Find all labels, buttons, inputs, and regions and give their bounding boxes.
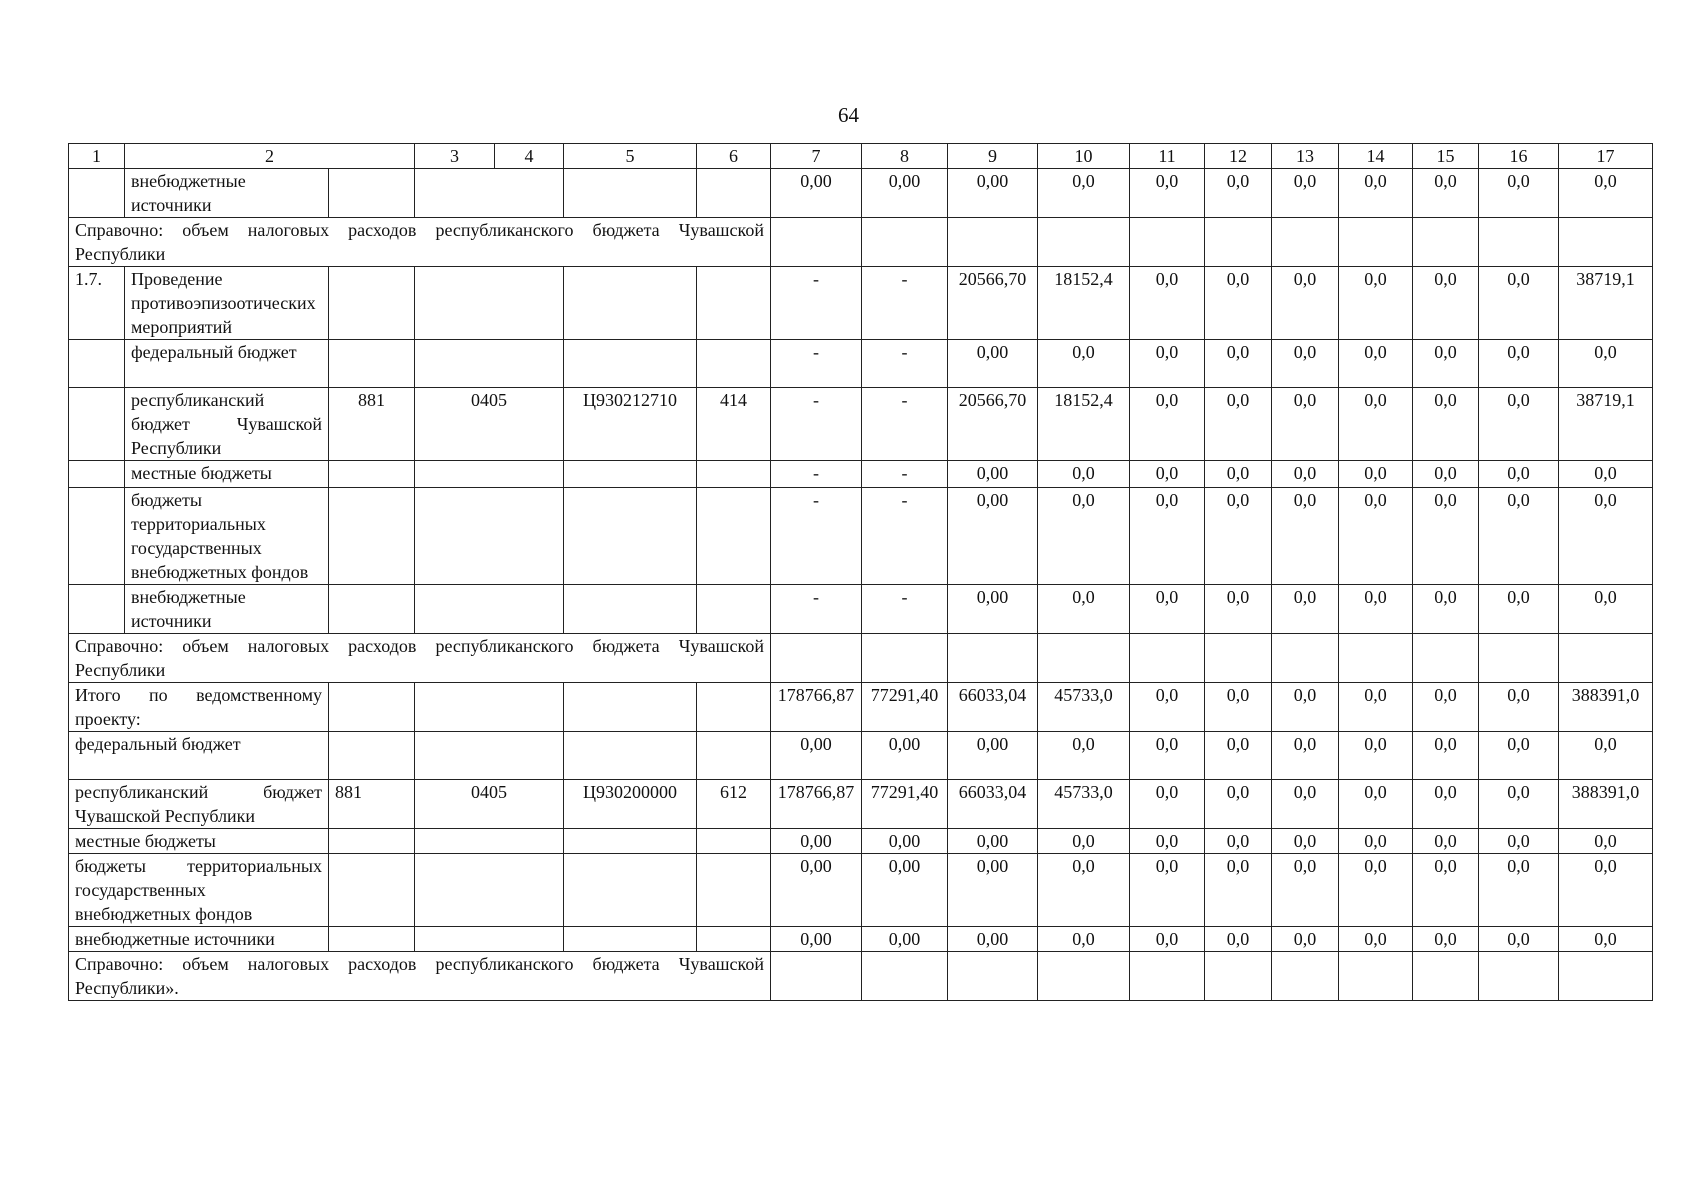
- value-cell: 0,0: [1339, 585, 1413, 634]
- value-cell: 0,0: [1038, 732, 1130, 780]
- table-row: [69, 388, 1653, 461]
- value-cell: -: [771, 267, 862, 340]
- value-cell: 0,0: [1559, 461, 1653, 488]
- value-cell: 0,0: [1339, 780, 1413, 829]
- value-cell: 0,00: [948, 461, 1038, 488]
- value-cell: 0,0: [1272, 169, 1339, 218]
- value-cell: 0,0: [1205, 683, 1272, 732]
- row-label: внебюджетные источники: [125, 585, 329, 634]
- value-cell: 0,0: [1205, 488, 1272, 585]
- value-cell: 0,0: [1038, 169, 1130, 218]
- value-cell: 0,0: [1038, 854, 1130, 927]
- value-cell: 178766,87: [771, 780, 862, 829]
- value-cell: 0,0: [1413, 488, 1479, 585]
- value-cell: 0,00: [862, 927, 948, 952]
- header-cell: 3: [450, 146, 459, 166]
- value-cell: 18152,4: [1038, 267, 1130, 340]
- value-cell: 0,0: [1272, 780, 1339, 829]
- value-cell: 0,0: [1339, 388, 1413, 461]
- table-row: [69, 683, 1653, 732]
- value-cell: 0,0: [1479, 267, 1559, 340]
- value-cell: -: [771, 461, 862, 488]
- code-cell: 414: [697, 388, 771, 461]
- value-cell: 0,0: [1559, 927, 1653, 952]
- value-cell: 0,0: [1413, 585, 1479, 634]
- value-cell: 0,0: [1339, 169, 1413, 218]
- header-cell: 6: [697, 144, 771, 169]
- value-cell: 45733,0: [1038, 780, 1130, 829]
- table-row: [69, 854, 1653, 927]
- budget-table: [68, 143, 1653, 1001]
- code-cell: 881: [329, 388, 415, 461]
- value-cell: 0,0: [1339, 488, 1413, 585]
- value-cell: 0,0: [1413, 683, 1479, 732]
- value-cell: 0,0: [1272, 854, 1339, 927]
- row-label: республиканский бюджет Чувашской Республики: [69, 780, 329, 829]
- value-cell: 178766,87: [771, 683, 862, 732]
- value-cell: 0,0: [1339, 927, 1413, 952]
- value-cell: 0,0: [1130, 461, 1205, 488]
- value-cell: 18152,4: [1038, 388, 1130, 461]
- value-cell: 0,0: [1205, 854, 1272, 927]
- value-cell: 0,0: [1479, 829, 1559, 854]
- row-number: 1.7.: [69, 267, 125, 340]
- table-row: [69, 488, 1653, 585]
- value-cell: -: [862, 585, 948, 634]
- header-cell: 12: [1205, 144, 1272, 169]
- value-cell: 0,0: [1130, 585, 1205, 634]
- value-cell: 0,0: [1559, 854, 1653, 927]
- table-row: [69, 732, 1653, 780]
- value-cell: 0,0: [1205, 340, 1272, 388]
- value-cell: 0,0: [1272, 732, 1339, 780]
- value-cell: 0,0: [1130, 340, 1205, 388]
- value-cell: 0,00: [948, 340, 1038, 388]
- value-cell: 0,0: [1479, 780, 1559, 829]
- value-cell: 0,0: [1038, 340, 1130, 388]
- table-row: [69, 340, 1653, 388]
- value-cell: 0,0: [1272, 488, 1339, 585]
- table-row: [69, 169, 1653, 218]
- value-cell: 0,0: [1413, 780, 1479, 829]
- value-cell: 66033,04: [948, 780, 1038, 829]
- table-row: [69, 829, 1653, 854]
- value-cell: 0,0: [1413, 732, 1479, 780]
- row-label: местные бюджеты: [125, 461, 329, 488]
- value-cell: 0,0: [1130, 267, 1205, 340]
- value-cell: 0,00: [948, 169, 1038, 218]
- header-cell: 1: [69, 144, 125, 169]
- value-cell: 0,0: [1205, 732, 1272, 780]
- value-cell: 0,0: [1272, 927, 1339, 952]
- value-cell: 0,00: [948, 488, 1038, 585]
- table-row: [69, 585, 1653, 634]
- value-cell: 0,0: [1413, 854, 1479, 927]
- value-cell: 0,0: [1559, 829, 1653, 854]
- table-row: [69, 461, 1653, 488]
- value-cell: 0,0: [1205, 388, 1272, 461]
- value-cell: 0,0: [1130, 488, 1205, 585]
- value-cell: 0,0: [1272, 388, 1339, 461]
- reference-row: [69, 634, 1653, 683]
- value-cell: 20566,70: [948, 267, 1038, 340]
- header-cell: 5: [564, 144, 697, 169]
- value-cell: 0,00: [948, 854, 1038, 927]
- page-number: 64: [838, 103, 859, 127]
- value-cell: -: [862, 267, 948, 340]
- code-cell: Ц930200000: [564, 780, 697, 829]
- value-cell: -: [771, 488, 862, 585]
- header-row: [69, 144, 1653, 169]
- value-cell: 0,0: [1413, 388, 1479, 461]
- value-cell: 0,0: [1038, 461, 1130, 488]
- value-cell: 0,0: [1130, 732, 1205, 780]
- value-cell: 0,0: [1205, 461, 1272, 488]
- value-cell: 0,00: [948, 829, 1038, 854]
- value-cell: 0,0: [1205, 585, 1272, 634]
- value-cell: 0,0: [1479, 683, 1559, 732]
- value-cell: 0,00: [862, 854, 948, 927]
- header-cell: 13: [1272, 144, 1339, 169]
- table-row: [69, 267, 1653, 340]
- value-cell: 0,0: [1038, 488, 1130, 585]
- value-cell: 388391,0: [1559, 683, 1653, 732]
- header-cell: 11: [1130, 144, 1205, 169]
- value-cell: 0,0: [1413, 927, 1479, 952]
- value-cell: 0,0: [1205, 780, 1272, 829]
- value-cell: 0,00: [771, 854, 862, 927]
- header-cell: 7: [771, 144, 862, 169]
- value-cell: 0,0: [1479, 340, 1559, 388]
- value-cell: 0,00: [948, 585, 1038, 634]
- header-cell: 17: [1559, 144, 1653, 169]
- value-cell: 0,00: [771, 732, 862, 780]
- value-cell: 0,0: [1413, 461, 1479, 488]
- value-cell: 0,0: [1559, 732, 1653, 780]
- value-cell: -: [771, 388, 862, 461]
- header-cell: 14: [1339, 144, 1413, 169]
- value-cell: 0,0: [1272, 585, 1339, 634]
- code-cell: 612: [697, 780, 771, 829]
- value-cell: 0,00: [771, 829, 862, 854]
- value-cell: 0,0: [1479, 585, 1559, 634]
- row-label: федеральный бюджет: [125, 340, 329, 388]
- value-cell: 388391,0: [1559, 780, 1653, 829]
- reference-row: [69, 218, 1653, 267]
- value-cell: 0,0: [1038, 585, 1130, 634]
- value-cell: -: [862, 488, 948, 585]
- value-cell: 0,0: [1339, 461, 1413, 488]
- value-cell: -: [771, 585, 862, 634]
- value-cell: 0,0: [1130, 927, 1205, 952]
- header-cell: 15: [1413, 144, 1479, 169]
- value-cell: 0,0: [1413, 829, 1479, 854]
- reference-text: Справочно: объем налоговых расходов республиканского бюджета Чувашской Республики».: [69, 952, 771, 1001]
- value-cell: 0,0: [1130, 388, 1205, 461]
- value-cell: 0,0: [1205, 267, 1272, 340]
- code-cell: 0405: [415, 388, 564, 461]
- row-label: федеральный бюджет: [69, 732, 329, 780]
- value-cell: 0,0: [1339, 683, 1413, 732]
- value-cell: 0,00: [948, 927, 1038, 952]
- row-label: бюджеты территориальных государственных внебюджетных фондов: [125, 488, 329, 585]
- value-cell: -: [862, 340, 948, 388]
- row-label: бюджеты территориальных государственных внебюджетных фондов: [69, 854, 329, 927]
- header-cell: 8: [862, 144, 948, 169]
- value-cell: 0,0: [1479, 927, 1559, 952]
- row-label: внебюджетные источники: [69, 927, 329, 952]
- value-cell: 77291,40: [862, 780, 948, 829]
- value-cell: -: [771, 340, 862, 388]
- value-cell: 0,0: [1339, 854, 1413, 927]
- value-cell: 0,0: [1038, 927, 1130, 952]
- value-cell: 0,0: [1130, 780, 1205, 829]
- value-cell: 0,0: [1130, 683, 1205, 732]
- value-cell: 0,0: [1413, 169, 1479, 218]
- reference-text: Справочно: объем налоговых расходов республиканского бюджета Чувашской Республики: [69, 218, 771, 267]
- value-cell: 0,0: [1413, 267, 1479, 340]
- value-cell: 0,0: [1479, 461, 1559, 488]
- row-label: местные бюджеты: [69, 829, 329, 854]
- value-cell: 0,0: [1205, 927, 1272, 952]
- value-cell: 0,0: [1272, 829, 1339, 854]
- value-cell: 0,0: [1413, 340, 1479, 388]
- reference-text: Справочно: объем налоговых расходов республиканского бюджета Чувашской Республики: [69, 634, 771, 683]
- value-cell: 0,0: [1559, 585, 1653, 634]
- value-cell: 0,0: [1339, 267, 1413, 340]
- value-cell: 38719,1: [1559, 267, 1653, 340]
- value-cell: 0,0: [1272, 267, 1339, 340]
- reference-row: [69, 952, 1653, 1001]
- value-cell: 0,0: [1339, 732, 1413, 780]
- value-cell: 0,0: [1038, 829, 1130, 854]
- value-cell: 0,0: [1559, 340, 1653, 388]
- value-cell: 0,0: [1130, 829, 1205, 854]
- value-cell: 0,0: [1272, 683, 1339, 732]
- row-label: республиканский бюджет Чувашской Республики: [125, 388, 329, 461]
- value-cell: -: [862, 388, 948, 461]
- value-cell: 0,0: [1272, 461, 1339, 488]
- value-cell: 0,00: [948, 732, 1038, 780]
- value-cell: 0,0: [1339, 340, 1413, 388]
- header-cell: 16: [1479, 144, 1559, 169]
- table-row: [69, 927, 1653, 952]
- code-cell: 881: [329, 780, 415, 829]
- row-label: внебюджетные источники: [125, 169, 329, 218]
- header-cell: 4: [494, 144, 563, 168]
- value-cell: 0,0: [1339, 829, 1413, 854]
- value-cell: 45733,0: [1038, 683, 1130, 732]
- header-cell: 9: [948, 144, 1038, 169]
- value-cell: 0,0: [1205, 829, 1272, 854]
- value-cell: 0,0: [1130, 854, 1205, 927]
- value-cell: 0,0: [1479, 732, 1559, 780]
- value-cell: 0,00: [771, 169, 862, 218]
- value-cell: 66033,04: [948, 683, 1038, 732]
- header-cell: [415, 144, 564, 169]
- row-label: Проведение противоэпизоотических мероприятий: [125, 267, 329, 340]
- value-cell: 0,0: [1205, 169, 1272, 218]
- value-cell: 0,0: [1130, 169, 1205, 218]
- value-cell: 0,00: [862, 829, 948, 854]
- header-cell: 10: [1038, 144, 1130, 169]
- value-cell: 38719,1: [1559, 388, 1653, 461]
- value-cell: 20566,70: [948, 388, 1038, 461]
- value-cell: 0,0: [1479, 854, 1559, 927]
- value-cell: 0,00: [771, 927, 862, 952]
- value-cell: 0,00: [862, 169, 948, 218]
- value-cell: 0,0: [1559, 169, 1653, 218]
- value-cell: 0,00: [862, 732, 948, 780]
- value-cell: 0,0: [1479, 169, 1559, 218]
- value-cell: 0,0: [1479, 488, 1559, 585]
- value-cell: 0,0: [1272, 340, 1339, 388]
- value-cell: 0,0: [1479, 388, 1559, 461]
- value-cell: 0,0: [1559, 488, 1653, 585]
- header-cell: 2: [125, 144, 415, 169]
- row-label: Итого по ведомственному проекту:: [69, 683, 329, 732]
- value-cell: -: [862, 461, 948, 488]
- value-cell: 77291,40: [862, 683, 948, 732]
- table-row: [69, 780, 1653, 829]
- code-cell: 0405: [415, 780, 564, 829]
- code-cell: Ц930212710: [564, 388, 697, 461]
